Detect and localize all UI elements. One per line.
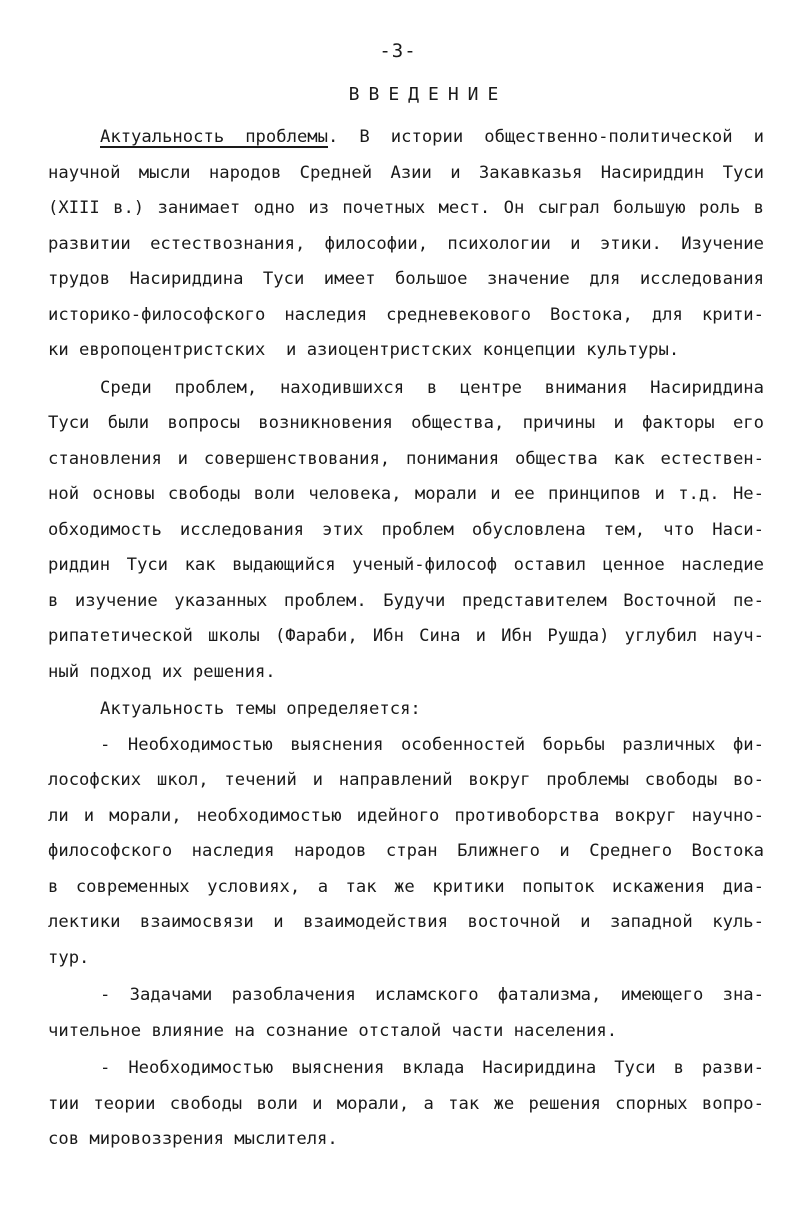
list-item-line: ли и морали, необходимостью идейного противоборства вокруг научно- [48, 805, 764, 826]
list-item-line: - Задачами разоблачения исламского фатализма, имеющего зна- [100, 985, 764, 1005]
page-number: -3- [379, 40, 417, 62]
paragraph-line: становления и совершенствования, понимания общества как естествен- [48, 448, 764, 469]
paragraph-line: риддин Туси как выдающийся ученый-философ оставил ценное наследие [48, 555, 764, 575]
first-line-rest: . В истории общественно-политической и [328, 127, 764, 147]
paragraph-line: ный подход их решения. [48, 661, 276, 682]
list-item-line: философского наследия народов стран Ближнего и Среднего Востока [48, 841, 764, 861]
paragraph-line: Среди проблем, находившихся в центре внимания Насириддина [100, 377, 764, 398]
paragraph-line: историко-философского наследия средневекового Востока, для крити- [48, 304, 764, 325]
list-item-line: тии теории свободы воли и морали, а так же решения спорных вопро- [48, 1093, 764, 1114]
paragraph-line: развитии естествознания, философии, психологии и этики. Изучение [48, 233, 764, 254]
list-item-line: - Необходимостью выяснения вклада Насириддина Туси в разви- [100, 1058, 764, 1078]
paragraph-line: рипатетической школы (Фараби, Ибн Сина и Ибн Рушда) углубил науч- [48, 626, 764, 646]
section-heading: ВВЕДЕНИЕ [348, 84, 508, 105]
paragraph-line: трудов Насириддина Туси имеет большое значение для исследования [48, 269, 764, 289]
paragraph-line: Актуальность темы определяется: [100, 699, 421, 719]
list-item-line: лектики взаимосвязи и взаимодействия восточной и западной куль- [48, 912, 764, 932]
paragraph-line: обходимость исследования этих проблем обусловлена тем, что Наси- [48, 519, 764, 540]
list-item-line: сов мировоззрения мыслителя. [48, 1129, 338, 1149]
paragraph-line: научной мысли народов Средней Азии и Закавказья Насириддин Туси [48, 162, 764, 183]
list-item-line: тур. [48, 947, 90, 968]
paragraph-line: (XIII в.) занимает одно из почетных мест. Он сыграл большую роль в [48, 198, 764, 218]
paragraph-line: ки европоцентристских и азиоцентристских концепции культуры. [48, 340, 680, 360]
list-item-line: - Необходимостью выяснения особенностей борьбы различных фи- [100, 734, 764, 755]
paragraph-line: Туси были вопросы возникновения общества, причины и факторы его [48, 413, 764, 433]
list-item-line: в современных условиях, а так же критики попыток искажения диа- [48, 876, 764, 897]
paragraph-line: ной основы свободы воли человека, морали и ее принципов и т.д. Не- [48, 484, 764, 504]
list-item-line: лософских школ, течений и направлений вокруг проблемы свободы во- [48, 770, 764, 790]
paragraph-line: в изучение указанных проблем. Будучи представителем Восточной пе- [48, 590, 764, 611]
body-text [48, 120, 764, 1158]
paragraph-line [48, 120, 764, 156]
topic-label: Актуальность проблемы [100, 127, 328, 147]
list-item-line: чительное влияние на сознание отсталой части населения. [48, 1020, 618, 1041]
